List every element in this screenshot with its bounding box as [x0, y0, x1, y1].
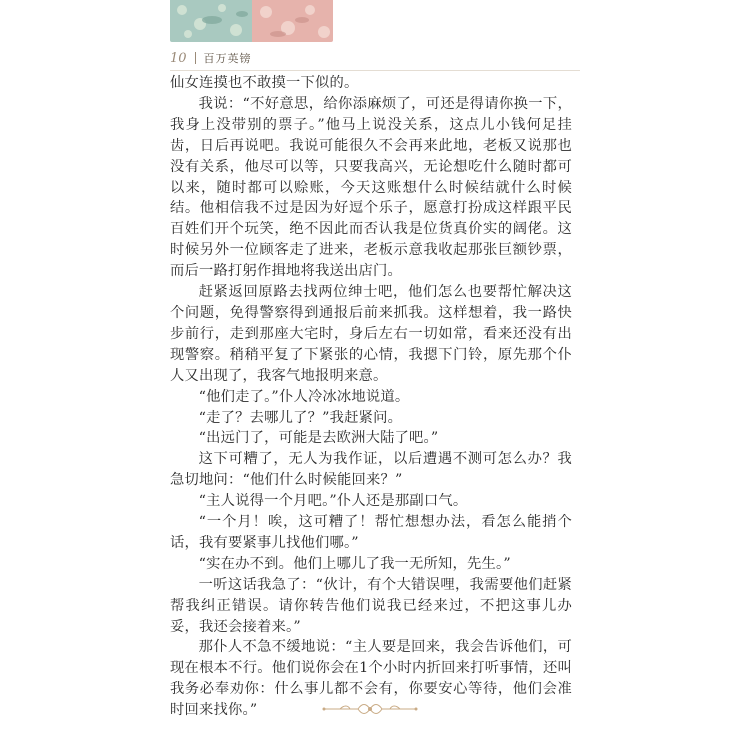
- footer-ornament: [320, 697, 420, 721]
- paragraph: “一个月！唉，这可糟了！帮忙想想办法，看怎么能捎个话，我有要紧事儿找他们哪。”: [170, 514, 572, 551]
- floral-pattern: [170, 0, 333, 42]
- paragraph: “实在办不到。他们上哪儿了我一无所知，先生。”: [198, 555, 511, 572]
- page-number: 10: [170, 50, 187, 66]
- paragraph: “出远门了，可能是去欧洲大陆了吧。”: [198, 430, 439, 447]
- paragraph: 那仆人不急不缓地说：“主人要是回来，我会告诉他们，可现在根本不行。他们说你会在1个小时内折回来打听事情，还叫我务必奉劝你：什么事儿都不会有，你要安心等待，他们会准时回来找你。”: [170, 639, 572, 719]
- body-text: [170, 73, 572, 721]
- paragraph: “主人说得一个月吧。”仆人还是那副口气。: [198, 493, 468, 510]
- paragraph: “他们走了。”仆人冷冰冰地说道。: [198, 388, 410, 405]
- paragraph: “走了？去哪儿了？”我赶紧问。: [198, 409, 403, 426]
- header-divider: [195, 52, 196, 64]
- header-rule: [170, 70, 580, 71]
- page-header: [170, 47, 252, 69]
- paragraph: 我说：“不好意思，给你添麻烦了，可还是得请你换一下，我身上没带别的票子。”他马上说没关系，这点儿小钱何足挂齿，日后再说吧。我说可能很久不会再来此地，老板又说那也没有关系，他尽可以等，只要我高兴，无论想吃什么随时都可以来，随时都可以赊账，今天这账想什么时候结就什么时候结。他相信我不过是因为好逗个乐子，愿意打扮成这样跟平民百姓们开个玩笑，绝不因此而否认我是位货真价实的阔佬。这时候另外一位顾客走了进来，老板示意我收起那张巨额钞票，而后一路打躬作揖地将我送出店门。: [170, 95, 572, 280]
- paragraph: 这下可糟了，无人为我作证，以后遭遇不测可怎么办？我急切地问：“他们什么时候能回来？”: [170, 451, 572, 489]
- paragraph: 仙女连摸也不敢摸一下似的。: [170, 75, 359, 91]
- paragraph: 赶紧返回原路去找两位绅士吧，他们怎么也要帮忙解决这个问题，免得警察得到通报后前来抓我。这样想着，我一路快步前行，走到那座大宅时，身后左右一切如常，看来还没有出现警察。稍稍平复了下紧张的心情，我摁下门铃，原先那个仆人又出现了，我客气地报明来意。: [170, 284, 572, 384]
- paragraph: 一听这话我急了：“伙计，有个大错误哩，我需要他们赶紧帮我纠正错误。请你转告他们说我已经来过，不把这事儿办妥，我还会接着来。”: [170, 576, 572, 635]
- decorative-banner: [170, 0, 333, 42]
- book-title: 百万英镑: [203, 52, 252, 65]
